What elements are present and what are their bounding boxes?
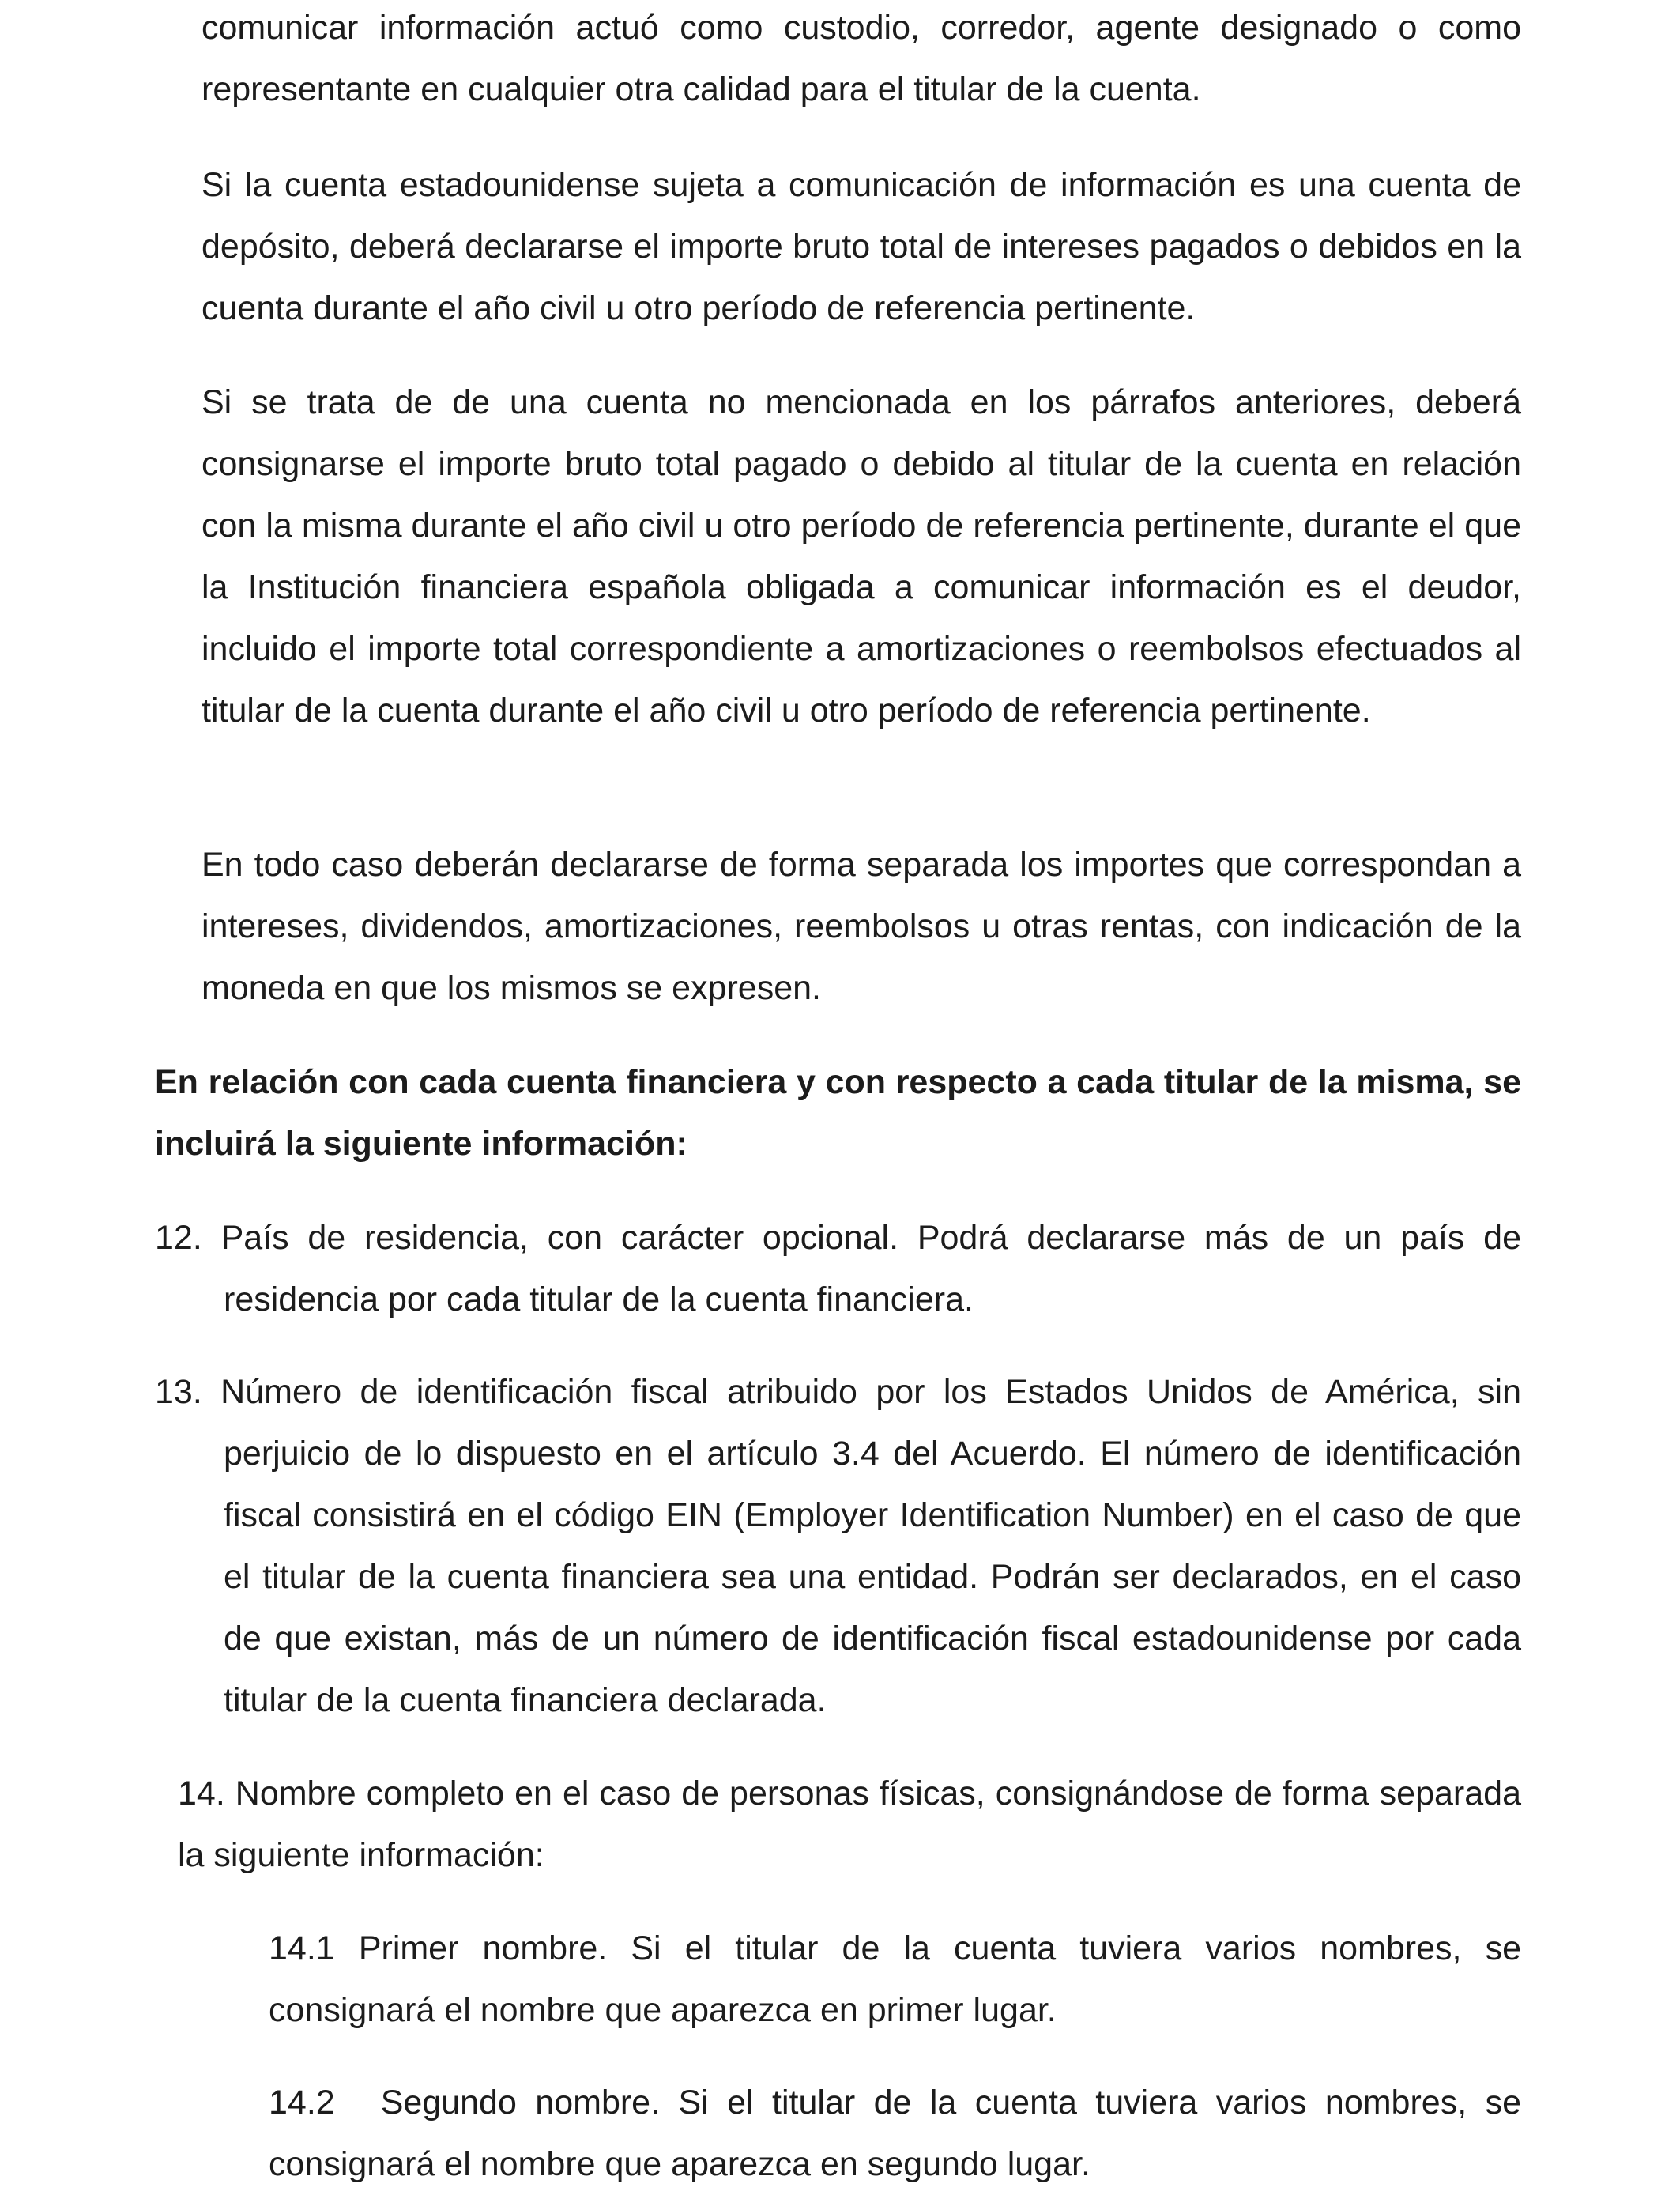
paragraph-separate-amounts: En todo caso deberán declararse de forma separada los importes que correspondan a intereses, dividendos, amortizaciones, reembolsos u otras rentas, con indicación de la moneda en que los mismos se expresen. <box>202 846 1521 1007</box>
item-text: Segundo nombre. Si el titular de la cuenta tuviera varios nombres, se consignará el nombre que aparezca en segundo lugar. <box>269 2084 1521 2183</box>
paragraph-custodio: comunicar información actuó como custodio, corredor, agente designado o como representante en cualquier otra calidad para el titular de la cuenta. <box>202 9 1521 108</box>
item-number: 14. <box>178 1774 225 1812</box>
item-text: Nombre completo en el caso de personas físicas, consignándose de forma separada la siguiente información: <box>178 1774 1521 1874</box>
section-heading: En relación con cada cuenta financiera y con respecto a cada titular de la misma, se incluirá la siguiente información: <box>155 1063 1521 1163</box>
item-number: 13. <box>155 1373 202 1411</box>
list-item-14 <box>178 1763 1521 1886</box>
sub-item-14-2 <box>269 2072 1521 2195</box>
item-number: 14.2 <box>269 2084 335 2121</box>
item-text: Número de identificación fiscal atribuido por los Estados Unidos de América, sin perjuicio de lo dispuesto en el artículo 3.4 del Acuerdo. El número de identificación fiscal consistirá en el código EIN (Employer Identification Number) en el caso de que el titular de la cuenta financiera sea una entidad. Podrán ser declarados, en el caso de que existan, más de un número de identificación fiscal estadounidense por cada titular de la cuenta financiera declarada. <box>220 1373 1521 1719</box>
item-text: Primer nombre. Si el titular de la cuenta tuviera varios nombres, se consignará el nombre que aparezca en primer lugar. <box>269 1929 1521 2029</box>
list-item-12 <box>155 1207 1521 1330</box>
item-number: 12. <box>155 1219 202 1257</box>
item-number: 14.1 <box>269 1929 335 1967</box>
paragraph-deposit-account: Si la cuenta estadounidense sujeta a comunicación de información es una cuenta de depósito, deberá declararse el importe bruto total de intereses pagados o debidos en la cuenta durante el año civil u otro período de referencia pertinente. <box>202 166 1521 327</box>
item-text: País de residencia, con carácter opcional. Podrá declararse más de un país de residencia por cada titular de la cuenta financiera. <box>220 1219 1521 1318</box>
list-item-13 <box>155 1361 1521 1731</box>
paragraph-other-account: Si se trata de de una cuenta no mencionada en los párrafos anteriores, deberá consignarse el importe bruto total pagado o debido al titular de la cuenta en relación con la misma durante el año civil u otro período de referencia pertinente, durante el que la Institución financiera española obligada a comunicar información es el deudor, incluido el importe total correspondiente a amortizaciones o reembolsos efectuados al titular de la cuenta durante el año civil u otro período de referencia pertinente. <box>202 383 1521 730</box>
sub-item-14-1 <box>269 1918 1521 2041</box>
